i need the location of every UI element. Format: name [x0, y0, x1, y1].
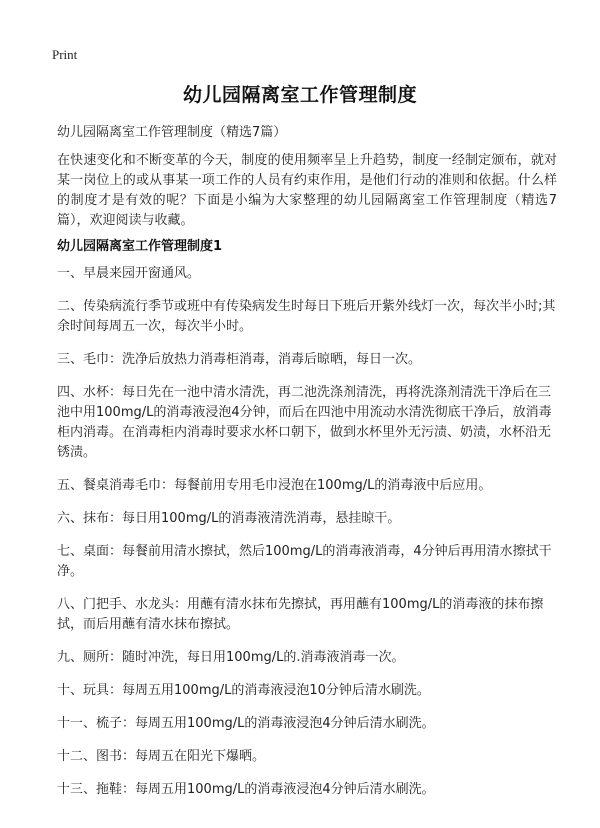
list-item: 八、门把手、水龙头：用蘸有清水抹布先擦拭，再用蘸有100mg/L的消毒液的抹布擦拭，而后用蘸有清水抹布擦拭。	[57, 597, 544, 632]
rules-list	[57, 264, 557, 813]
list-item: 九、厕所：随时冲洗，每日用100mg/L的.消毒液消毒一次。	[57, 650, 405, 665]
list-item: 五、餐桌消毒毛巾：每餐前用专用毛巾浸泡在100mg/L的消毒液中后应用。	[57, 478, 492, 493]
list-item: 一、早晨来园开窗通风。	[57, 266, 201, 281]
print-link[interactable]: Print	[52, 47, 78, 62]
list-item: 十一、梳子：每周五用100mg/L的消毒液浸泡4分钟后清水刷洗。	[57, 716, 435, 731]
list-item: 三、毛巾：洗净后放热力消毒柜消毒，消毒后晾晒，每日一次。	[57, 352, 422, 367]
document-subtitle: 幼儿园隔离室工作管理制度（精选7篇）	[57, 125, 287, 140]
page-title: 幼儿园隔离室工作管理制度	[182, 84, 417, 106]
list-item: 七、桌面：每餐前用清水擦拭，然后100mg/L的消毒液消毒，4分钟后再用清水擦拭干净。	[57, 544, 552, 579]
list-item: 十二、图书：每周五在阳光下爆晒。	[57, 749, 266, 764]
section-heading: 幼儿园隔离室工作管理制度1	[57, 239, 223, 254]
list-item: 十三、拖鞋：每周五用100mg/L的消毒液浸泡4分钟后清水刷洗。	[57, 782, 435, 797]
list-item: 四、水杯：每日先在一池中清水清洗，再二池洗涤剂清洗，再将洗涤剂清洗干净后在三池中用100mg/L的消毒液浸泡4分钟，而后在四池中用流动水清洗彻底干净后，放消毒柜内消毒。在消毒柜内消毒时要求水杯口朝下，做到水杯里外无污渍、奶渍，水杯沿无锈渍。	[57, 385, 552, 460]
list-item: 十、玩具：每周五用100mg/L的消毒液浸泡10分钟后清水刷洗。	[57, 683, 430, 698]
list-item: 二、传染病流行季节或班中有传染病发生时每日下班后开紫外线灯一次，每次半小时;其余时间每周五一次，每次半小时。	[57, 299, 556, 334]
intro-paragraph: 在快速变化和不断变革的今天，制度的使用频率呈上升趋势，制度一经制定颁布，就对某一岗位上的或从事某一项工作的人员有约束作用，是他们行动的准则和依据。什么样的制度才是有效的呢？下面是小编为大家整理的幼儿园隔离室工作管理制度（精选7篇），欢迎阅读与收藏。	[57, 153, 557, 228]
list-item: 六、抹布：每日用100mg/L的消毒液清洗消毒，悬挂晾干。	[57, 511, 401, 526]
